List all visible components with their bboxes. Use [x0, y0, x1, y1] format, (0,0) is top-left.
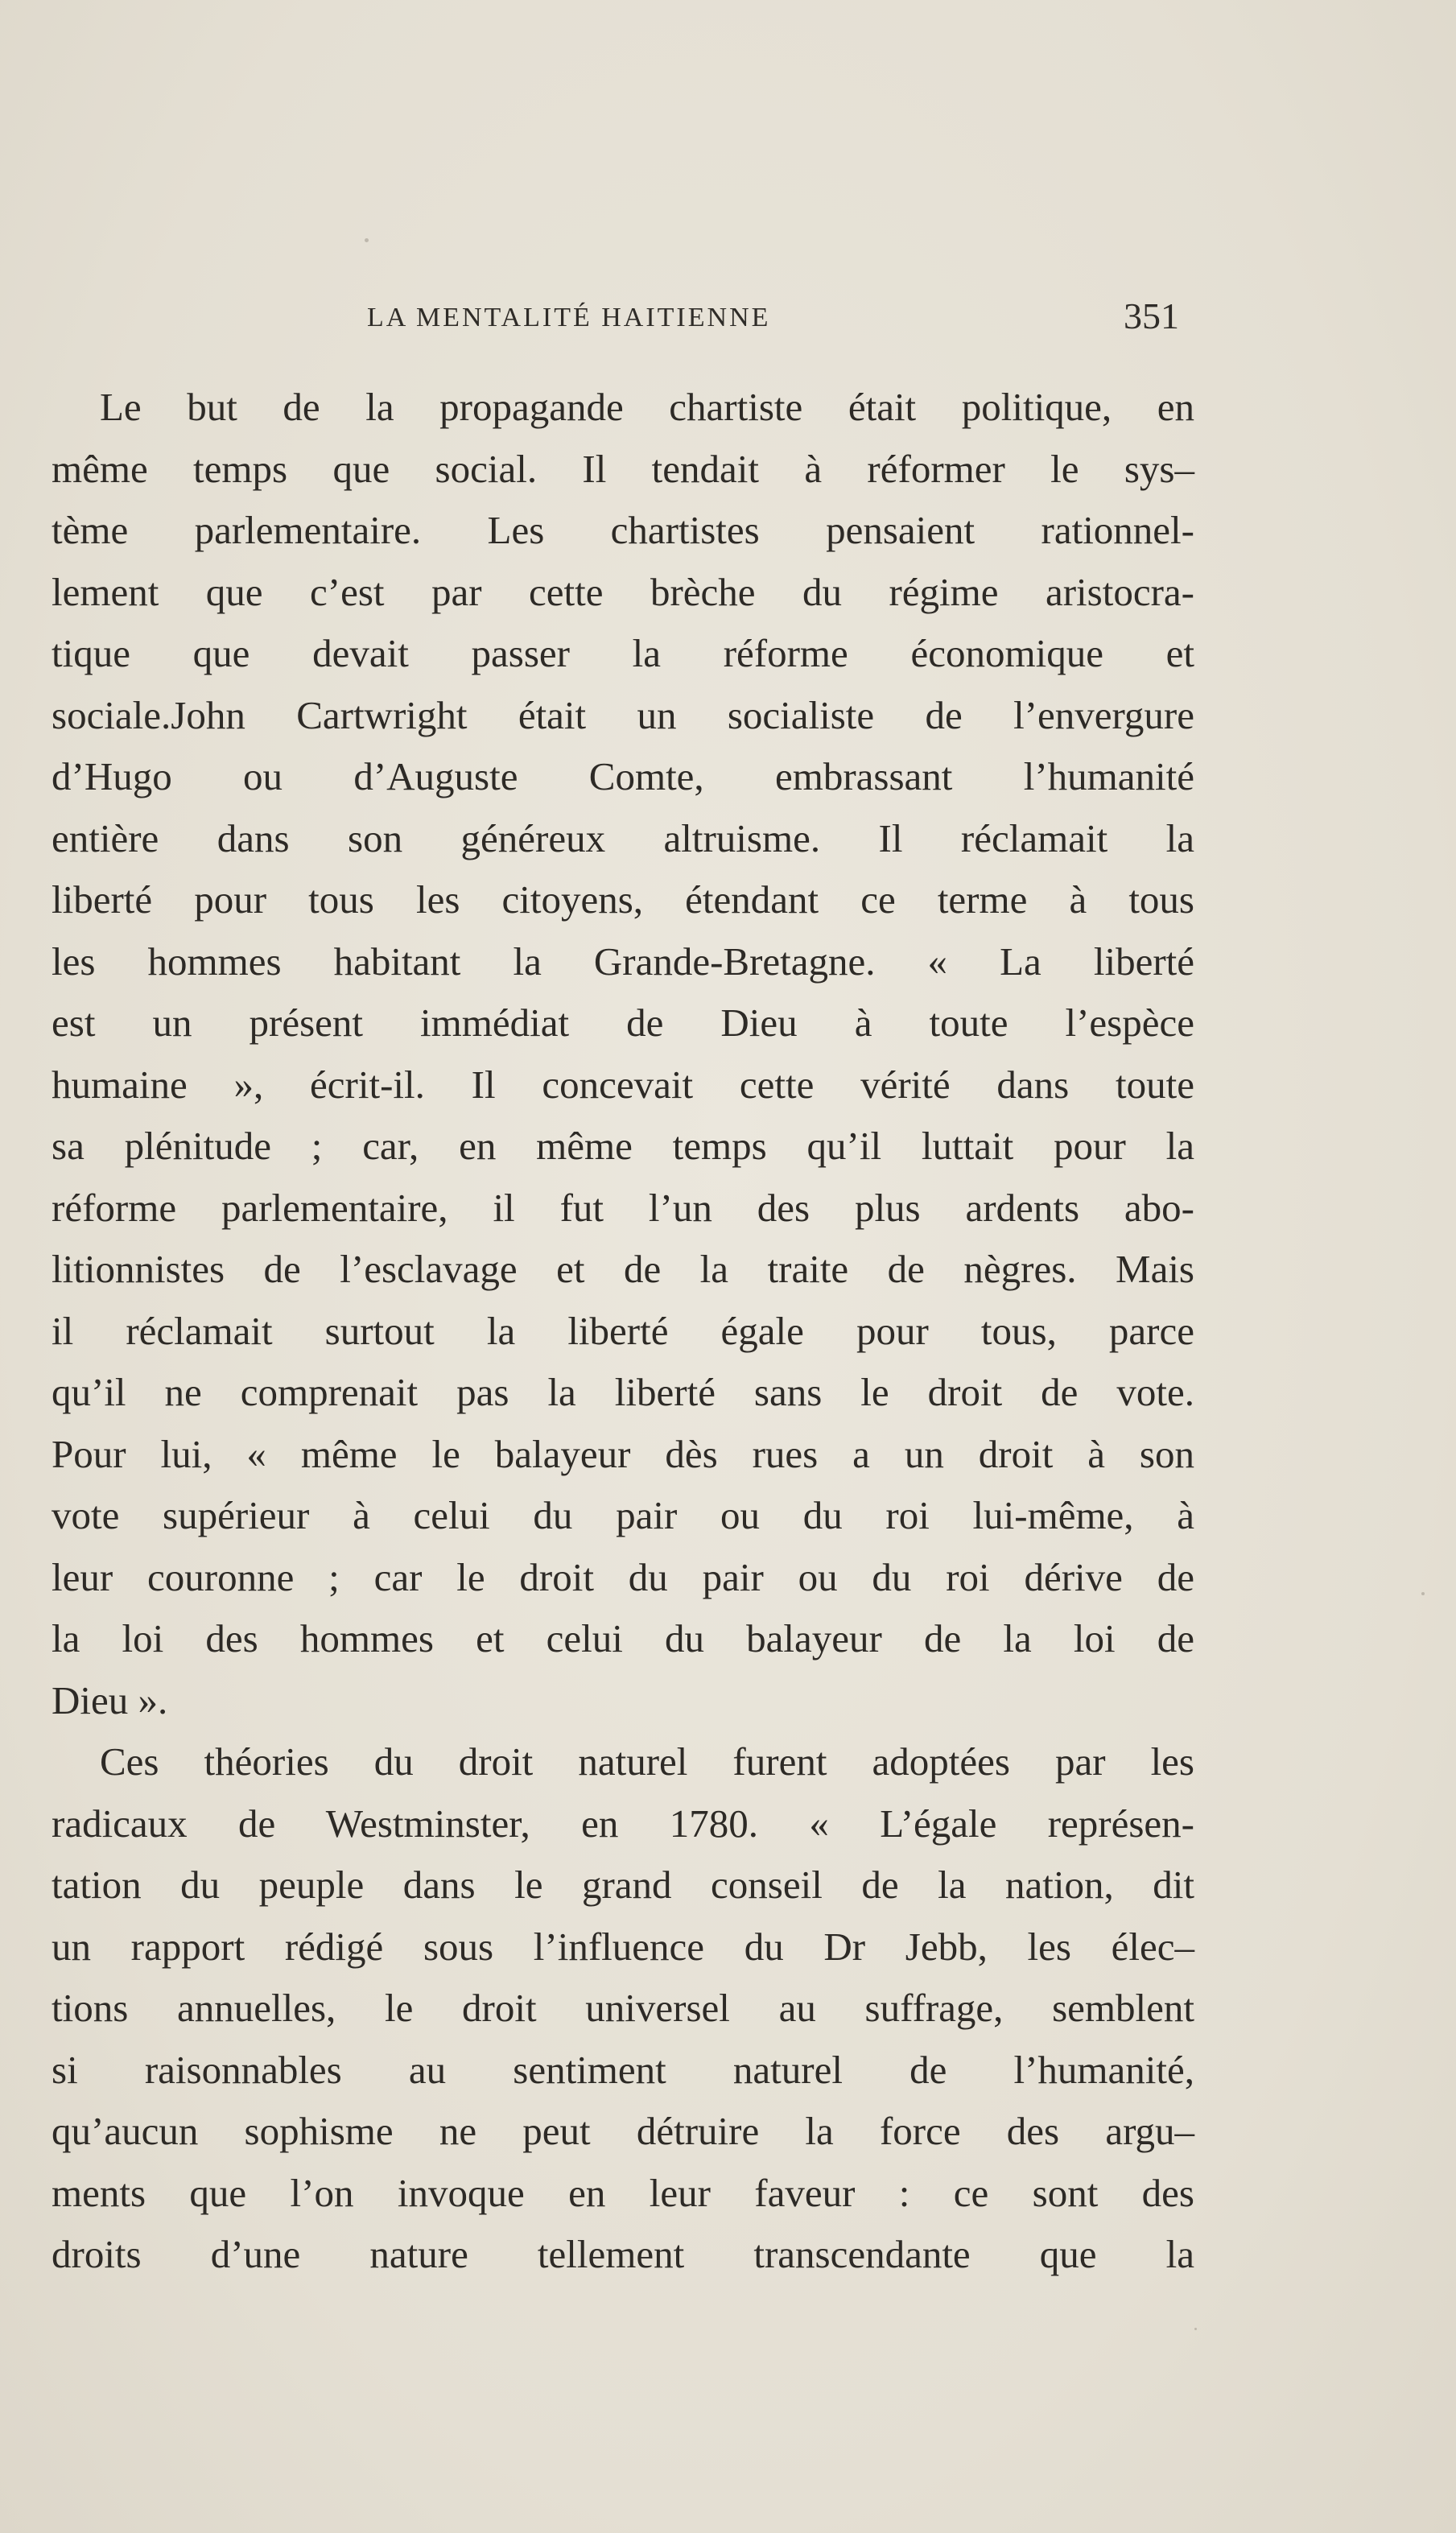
- text-line: tions annuelles, le droit universel au suffrage, semblent: [52, 1986, 1194, 2030]
- text-line: qu’il ne comprenait pas la liberté sans le droit de vote.: [52, 1370, 1194, 1414]
- paper-speck: [365, 238, 369, 242]
- text-line: réforme parlementaire, il fut l’un des plus ardents abo-: [52, 1185, 1194, 1230]
- running-head: LA MENTALITÉ HAITIENNE: [367, 303, 771, 332]
- text-line: est un présent immédiat de Dieu à toute l’espèce: [52, 1000, 1194, 1045]
- text-line: même temps que social. Il tendait à réformer le sys–: [52, 446, 1194, 491]
- text-line: Le but de la propagande chartiste était politique, en: [100, 385, 1194, 429]
- text-line: sa plénitude ; car, en même temps qu’il luttait pour la: [52, 1124, 1194, 1168]
- text-line: si raisonnables au sentiment naturel de l’humanité,: [52, 2047, 1194, 2092]
- text-line: tème parlementaire. Les chartistes pensaient rationnel-: [52, 508, 1194, 552]
- text-line: tique que devait passer la réforme économique et: [52, 631, 1194, 675]
- text-line: qu’aucun sophisme ne peut détruire la force des argu–: [52, 2109, 1194, 2153]
- paragraph: [52, 1731, 1194, 2286]
- paragraph: [52, 377, 1194, 1731]
- text-line: d’Hugo ou d’Auguste Comte, embrassant l’humanité: [52, 754, 1194, 798]
- text-line: radicaux de Westminster, en 1780. « L’égale représen-: [52, 1801, 1194, 1846]
- text-line: liberté pour tous les citoyens, étendant ce terme à tous: [52, 877, 1194, 922]
- text-line: Pour lui, « même le balayeur dès rues a un droit à son: [52, 1431, 1194, 1476]
- text-line: ments que l’on invoque en leur faveur : ce sont des: [52, 2170, 1194, 2215]
- text-line: lement que c’est par cette brèche du régime aristocra-: [52, 569, 1194, 614]
- text-line: leur couronne ; car le droit du pair ou du roi dérive de: [52, 1554, 1194, 1599]
- body-text: [52, 377, 1194, 2286]
- paper-speck: [1194, 2328, 1197, 2330]
- text-line: droits d’une nature tellement transcendante que la: [52, 2232, 1194, 2276]
- text-line: entière dans son généreux altruisme. Il réclamait la: [52, 815, 1194, 860]
- page-number: 351: [1124, 295, 1179, 336]
- text-line: Dieu ».: [52, 1677, 168, 1722]
- text-line: tation du peuple dans le grand conseil de la nation, dit: [52, 1863, 1194, 1907]
- text-line: humaine », écrit-il. Il concevait cette vérité dans toute: [52, 1062, 1194, 1107]
- text-line: les hommes habitant la Grande-Bretagne. « La liberté: [52, 939, 1194, 984]
- text-line: litionnistes de l’esclavage et de la traite de nègres. Mais: [52, 1247, 1194, 1291]
- text-line: Ces théories du droit naturel furent adoptées par les: [100, 1739, 1194, 1784]
- text-line: il réclamait surtout la liberté égale pour tous, parce: [52, 1308, 1194, 1353]
- text-line: la loi des hommes et celui du balayeur de la loi de: [52, 1616, 1194, 1660]
- text-line: vote supérieur à celui du pair ou du roi lui-même, à: [52, 1493, 1194, 1537]
- text-line: sociale.John Cartwright était un socialiste de l’envergure: [52, 692, 1194, 737]
- paper-speck: [1421, 1592, 1425, 1595]
- text-line: un rapport rédigé sous l’influence du Dr Jebb, les élec–: [52, 1924, 1194, 1969]
